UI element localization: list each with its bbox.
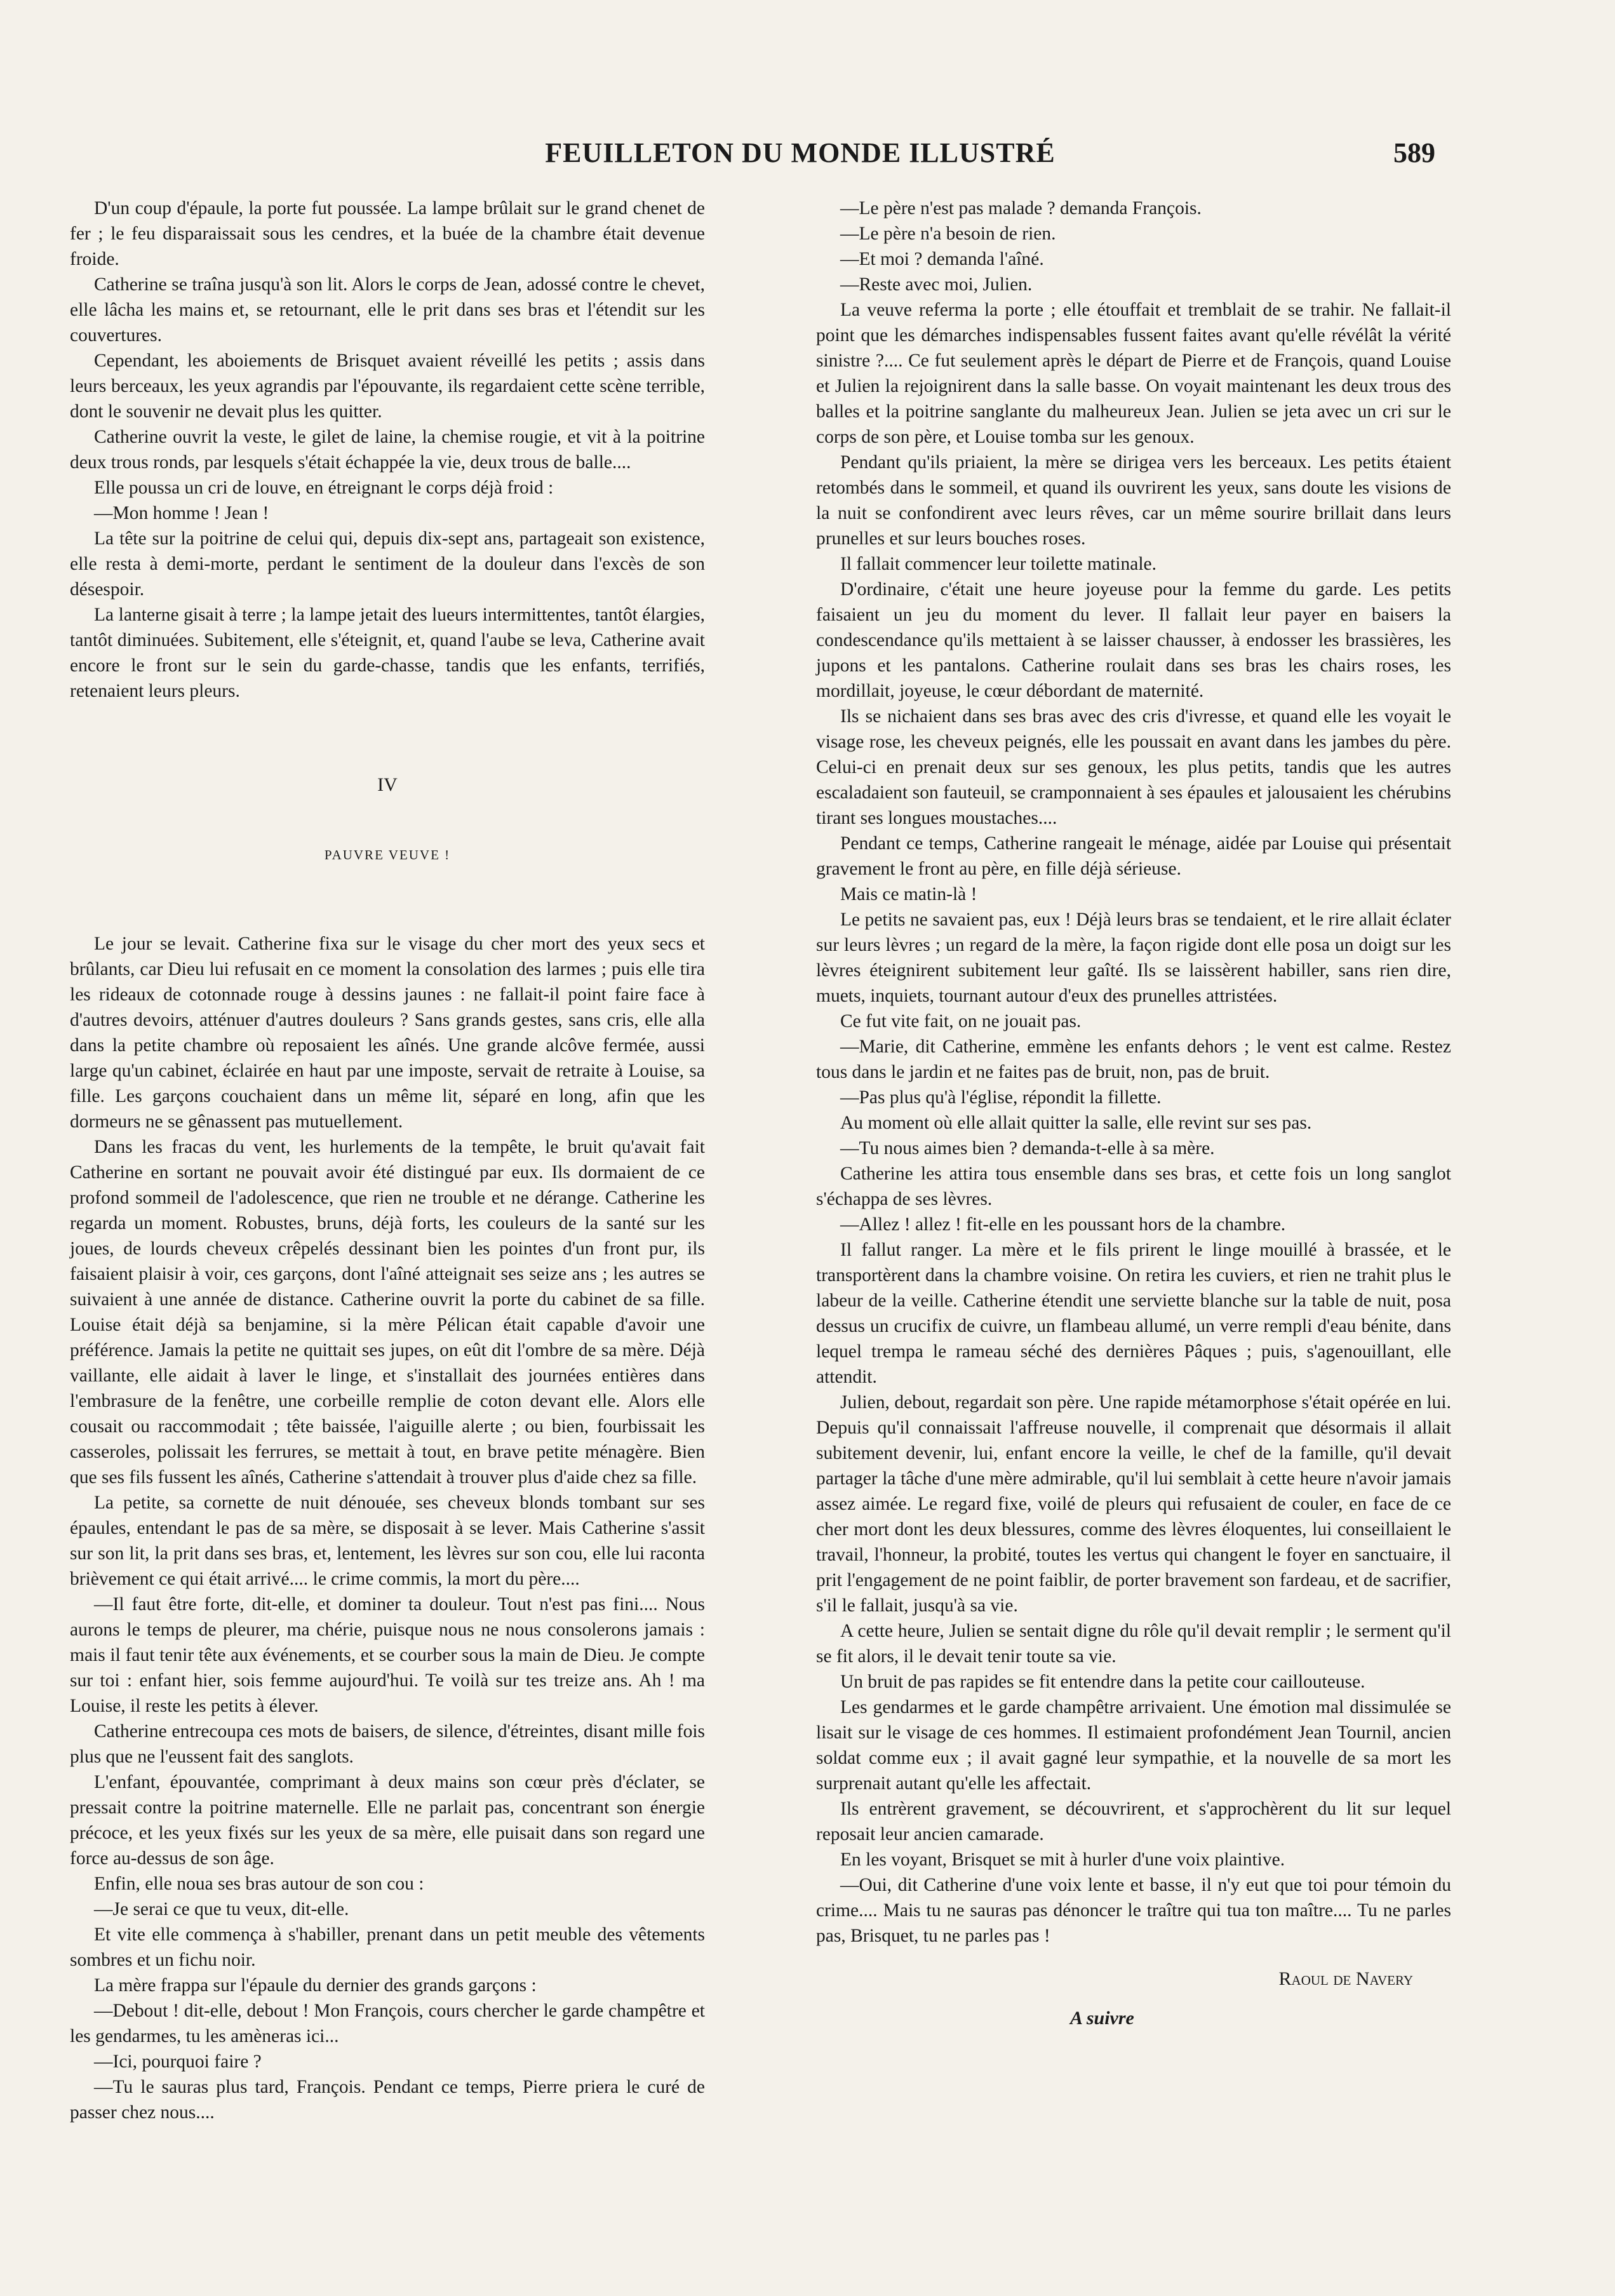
page-header	[165, 137, 1435, 175]
paragraph: Pendant qu'ils priaient, la mère se dirigea vers les berceaux. Les petits étaient retombés dans le sommeil, et quand ils ouvrirent les yeux, sans doute les visions de la nuit se confondirent avec leurs rêves, car un même sourire brillait dans leurs prunelles et sur leurs bouches roses.	[816, 452, 1451, 549]
chapter-title: PAUVRE VEUVE !	[324, 847, 451, 863]
paragraph: D'un coup d'épaule, la porte fut poussée. La lampe brûlait sur le grand chenet de fer ; le feu disparaissait sous les cendres, et la buée de la chambre était devenue froide.	[70, 198, 705, 269]
paragraph: Mais ce matin-là !	[840, 884, 977, 904]
paragraph: Le jour se levait. Catherine fixa sur le visage du cher mort des yeux secs et brûlants, car Dieu lui refusait en ce moment la consolation des larmes ; puis elle tira les rideaux de cotonnade rouge à dessins jaunes : ne fallait-il point faire face à d'autres devoirs, atténuer d'autres douleurs ? Sans grands gestes, sans cris, elle alla dans la petite chambre où reposaient les aînés. Une grande alcôve fermée, aussi large qu'un cabinet, éclairée en haut par une imposte, servait de retraite à Louise, sa fille. Les garçons couchaient dans un même lit, séparé en long, afin que les dormeurs ne se gênassent pas mutuellement.	[70, 934, 705, 1132]
to-be-continued: A suivre	[1070, 2008, 1134, 2029]
paragraph: —Le père n'est pas malade ? demanda François.	[840, 198, 1202, 218]
paragraph: Ils se nichaient dans ses bras avec des cris d'ivresse, et quand elle les voyait le visage rose, les cheveux peignés, elle les poussait en avant dans les jambes du père. Celui-ci en prenait deux sur ses genoux, les plus petits, tandis que les autres escaladaient son fauteuil, se cramponnaient à ses épaules et jalousaient les chérubins tirant ses longues moustaches....	[816, 706, 1451, 828]
paragraph: —Debout ! dit-elle, debout ! Mon François, cours chercher le garde champêtre et les gendarmes, tu les amèneras ici...	[70, 2001, 705, 2046]
paragraph: —Il faut être forte, dit-elle, et dominer ta douleur. Tout n'est pas fini.... Nous aurons le temps de pleurer, ma chérie, puisque nous ne nous consolerons jamais : mais il faut tenir tête aux événements, et se courber sous la main de Dieu. Je compte sur toi : enfant hier, sois femme aujourd'hui. Te voilà sur tes treize ans. Ah ! ma Louise, il reste les petits à élever.	[70, 1594, 705, 1716]
paragraph: Dans les fracas du vent, les hurlements de la tempête, le bruit qu'avait fait Catherine en sortant ne pouvait avoir été distingué par eux. Ils dormaient de ce profond sommeil de l'adolescence, que rien ne trouble et ne dérange. Catherine les regarda un moment. Robustes, bruns, déjà forts, les couleurs de la santé sur les joues, de lourds cheveux crêpelés dessinant bien les pointes d'un front pur, ils faisaient plaisir à voir, ces garçons, dont l'aîné atteignait ses seize ans ; les autres se suivaient à une année de distance. Catherine ouvrit la porte du cabinet de sa fille. Louise était déjà sa benjamine, si la mère Pélican était capable d'avoir une préférence. Jamais la petite ne quittait ses jupes, on eût dit l'ombre de sa mère. Déjà vaillante, elle aidait à laver le linge, et s'installait des journées entières dans l'embrasure de la fenêtre, une corbeille remplie de coton devant elle. Alors elle cousait ou raccommodait ; tête baissée, l'aiguille alerte ; ou bien, fourbissait les casseroles, polissait les ferrures, se mettait à tout, en brave petite ménagère. Bien que ses fils fussent les aînés, Catherine s'attendait à trouver plus d'aide chez sa fille.	[70, 1137, 705, 1487]
paragraph: La veuve referma la porte ; elle étouffait et tremblait de se trahir. Ne fallait-il point que les démarches indispensables fussent faites avant qu'elle révélât la vérité sinistre ?.... Ce fut seulement après le départ de Pierre et de François, quand Louise et Julien la rejoignirent dans la salle basse. On voyait maintenant les deux trous des balles et la poitrine sanglante du malheureux Jean. Julien se jeta avec un cri sur le corps de son père, et Louise tomba sur les genoux.	[816, 300, 1451, 447]
paragraph: Il fallait commencer leur toilette matinale.	[840, 554, 1156, 574]
paragraph: Et vite elle commença à s'habiller, prenant dans un petit meuble des vêtements sombres et un fichu noir.	[70, 1924, 705, 1970]
paragraph: Le petits ne savaient pas, eux ! Déjà leurs bras se tendaient, et le rire allait éclater sur leurs lèvres ; un regard de la mère, la façon rigide dont elle posa un doigt sur les lèvres éteignirent subitement leur gaîté. Ils se laissèrent habiller, sans rien dire, muets, inquiets, tournant autour d'eux des prunelles attristées.	[816, 910, 1451, 1006]
left-column-part2	[70, 931, 705, 2125]
paragraph: Il fallut ranger. La mère et le fils prirent le linge mouillé à brassée, et le transportèrent dans la chambre voisine. On retira les cuviers, et rien ne trahit plus le labeur de la veille. Catherine étendit une serviette blanche sur la table de nuit, posa dessus un crucifix de cuivre, un flambeau allumé, un verre rempli d'eau bénite, dans lequel trempa le rameau séché des dernières Pâques ; puis, s'agenouillant, elle attendit.	[816, 1240, 1451, 1387]
paragraph: Un bruit de pas rapides se fit entendre dans la petite cour caillouteuse.	[840, 1672, 1365, 1692]
author-signature: Raoul de Navery	[1278, 1968, 1413, 1989]
paragraph: —Pas plus qu'à l'église, répondit la fillette.	[840, 1087, 1162, 1108]
paragraph: Cependant, les aboiements de Brisquet avaient réveillé les petits ; assis dans leurs berceaux, les yeux agrandis par l'épouvante, ils regardaient cette scène terrible, dont le souvenir ne devait plus les quitter.	[70, 351, 705, 422]
right-column-text	[816, 196, 1451, 1949]
paragraph: Enfin, elle noua ses bras autour de son cou :	[94, 1874, 424, 1894]
paragraph: —Reste avec moi, Julien.	[840, 274, 1033, 295]
paragraph: —Allez ! allez ! fit-elle en les poussant hors de la chambre.	[840, 1214, 1286, 1235]
chapter-number: IV	[377, 774, 398, 795]
paragraph: La lanterne gisait à terre ; la lampe jetait des lueurs intermittentes, tantôt élargies, tantôt diminuées. Subitement, elle s'éteignit, et, quand l'aube se leva, Catherine avait encore le front sur le sein du garde-chasse, tandis que les enfants, terrifiés, retenaient leurs pleurs.	[70, 605, 705, 701]
paragraph: D'ordinaire, c'était une heure joyeuse pour la femme du garde. Les petits faisaient un jeu du moment du lever. Il fallait leur payer en baisers la condescendance qu'ils mettaient à se laisser chausser, à endosser les brassières, les jupons et les pantalons. Catherine roulait dans ses bras les chairs roses, les mordillait, joyeuse, le cœur débordant de maternité.	[816, 579, 1451, 701]
newspaper-title: FEUILLETON DU MONDE ILLUSTRÉ	[545, 137, 1055, 168]
paragraph: —Ici, pourquoi faire ?	[94, 2051, 262, 2072]
paragraph: La mère frappa sur l'épaule du dernier des grands garçons :	[94, 1975, 537, 1996]
right-column	[816, 196, 1451, 2031]
paragraph: —Marie, dit Catherine, emmène les enfants dehors ; le vent est calme. Restez tous dans le jardin et ne faites pas de bruit, non, pas de bruit.	[816, 1037, 1451, 1082]
paragraph: Au moment où elle allait quitter la salle, elle revint sur ses pas.	[840, 1113, 1312, 1133]
paragraph: La petite, sa cornette de nuit dénouée, ses cheveux blonds tombant sur ses épaules, entendant le pas de sa mère, se disposait à se lever. Mais Catherine s'assit sur son lit, la prit dans ses bras, et, lentement, les lèvres sur son cou, elle lui raconta brièvement ce qui était arrivé.... le crime commis, la mort du père....	[70, 1493, 705, 1589]
paragraph: Julien, debout, regardait son père. Une rapide métamorphose s'était opérée en lui. Depuis qu'il connaissait l'affreuse nouvelle, il comprenait que désormais il allait subitement devenir, lui, enfant encore la veille, le chef de la famille, qu'il devait partager la tâche d'une mère admirable, qu'il lui semblait à cette heure n'avoir jamais assez aimée. Le regard fixe, voilé de pleurs qui refusaient de couler, en face de ce cher mort dont les deux blessures, comme des lèvres éloquentes, lui conseillaient le travail, l'honneur, la probité, toutes les vertus qui changent le foyer en sanctuaire, il prit l'engagement de ne point faiblir, de porter bravement son fardeau, et de sacrifier, s'il le fallait, jusqu'à sa vie.	[816, 1392, 1451, 1616]
paragraph: Elle poussa un cri de louve, en étreignant le corps déjà froid :	[94, 478, 554, 498]
paragraph: —Le père n'a besoin de rien.	[840, 224, 1056, 244]
paragraph: Les gendarmes et le garde champêtre arrivaient. Une émotion mal dissimulée se lisait sur le visage de ces hommes. Il estimaient profondément Jean Tournil, ancien soldat comme eux ; il avait gagné leur sympathie, et la nouvelle de sa mort les surprenait autant qu'elle les affectait.	[816, 1697, 1451, 1794]
paragraph: Ils entrèrent gravement, se découvrirent, et s'approchèrent du lit sur lequel reposait leur ancien camarade.	[816, 1799, 1451, 1844]
paragraph: —Je serai ce que tu veux, dit-elle.	[94, 1899, 349, 1919]
paragraph: Ce fut vite fait, on ne jouait pas.	[840, 1011, 1082, 1031]
paragraph: Catherine entrecoupa ces mots de baisers, de silence, d'étreintes, disant mille fois plus que ne l'eussent fait des sanglots.	[70, 1721, 705, 1767]
paragraph: En les voyant, Brisquet se mit à hurler d'une voix plaintive.	[840, 1850, 1285, 1870]
paragraph: —Et moi ? demanda l'aîné.	[840, 249, 1044, 269]
paragraph: L'enfant, épouvantée, comprimant à deux mains son cœur près d'éclater, se pressait contre la poitrine maternelle. Elle ne parlait pas, concentrant son énergie précoce, et les yeux fixés sur les yeux de sa mère, elle puisait dans son regard une force au-dessus de son âge.	[70, 1772, 705, 1869]
paragraph: Pendant ce temps, Catherine rangeait le ménage, aidée par Louise qui présentait gravement le front au père, en fille déjà sérieuse.	[816, 833, 1451, 879]
paragraph: —Tu nous aimes bien ? demanda-t-elle à sa mère.	[840, 1138, 1215, 1158]
paragraph: —Mon homme ! Jean !	[94, 503, 269, 523]
paragraph: A cette heure, Julien se sentait digne du rôle qu'il devait remplir ; le serment qu'il se fit alors, il le devait tenir toute sa vie.	[816, 1621, 1451, 1667]
paragraph: Catherine les attira tous ensemble dans ses bras, et cette fois un long sanglot s'échappa de ses lèvres.	[816, 1164, 1451, 1209]
page-number: 589	[1393, 137, 1435, 168]
left-column	[70, 196, 705, 2125]
paragraph: Catherine ouvrit la veste, le gilet de laine, la chemise rougie, et vit à la poitrine deux trous ronds, par lesquels s'était échappée la vie, deux trous de balle....	[70, 427, 705, 473]
paragraph: La tête sur la poitrine de celui qui, depuis dix-sept ans, partageait son existence, elle resta à demi-morte, perdant le sentiment de la douleur dans l'excès de son désespoir.	[70, 528, 705, 600]
paragraph: —Oui, dit Catherine d'une voix lente et basse, il n'y eut que toi pour témoin du crime.... Mais tu ne sauras pas dénoncer le traître qui tua ton maître.... Tu ne parles pas, Brisquet, tu ne parles pas !	[816, 1875, 1451, 1946]
left-column-part1	[70, 196, 705, 704]
paragraph: —Tu le sauras plus tard, François. Pendant ce temps, Pierre priera le curé de passer chez nous....	[70, 2077, 705, 2123]
paragraph: Catherine se traîna jusqu'à son lit. Alors le corps de Jean, adossé contre le chevet, elle lâcha les mains et, se retournant, elle le prit dans ses bras et l'étendit sur les couvertures.	[70, 274, 705, 346]
